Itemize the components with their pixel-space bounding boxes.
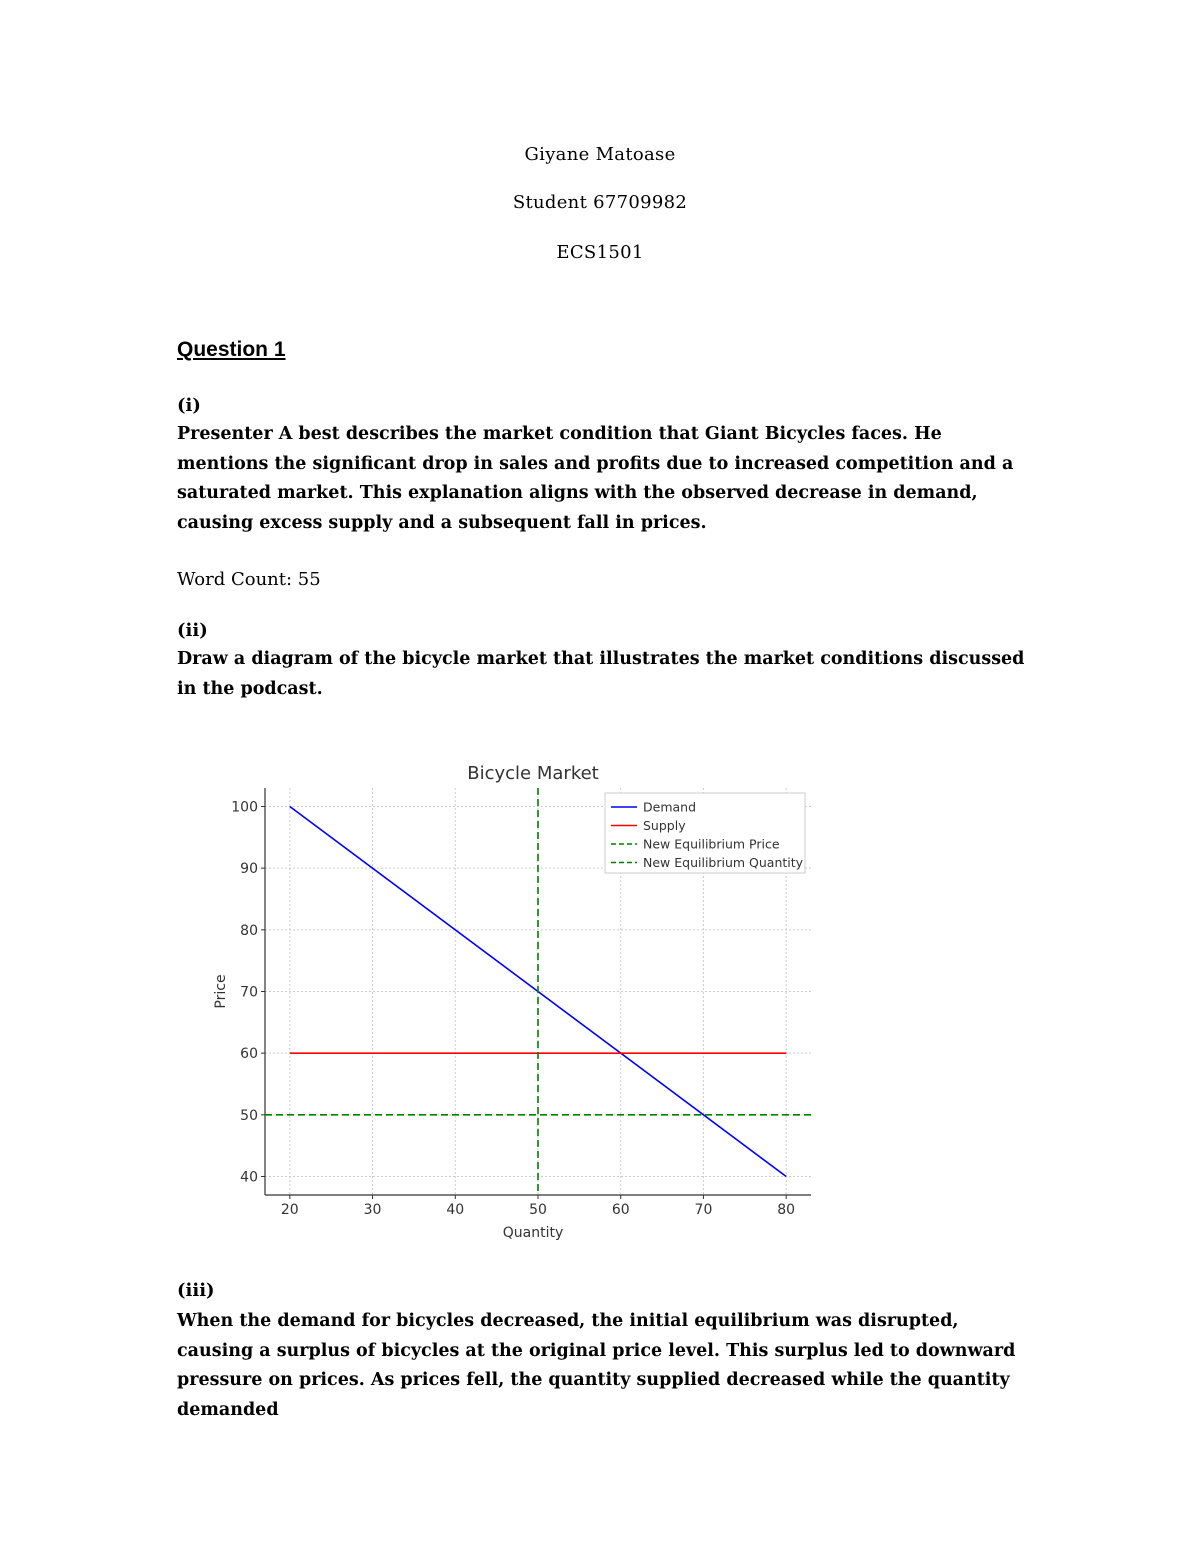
x-tick-label: 80 — [777, 1202, 796, 1218]
question-title: Question 1 — [177, 338, 286, 361]
x-tick-label: 30 — [363, 1202, 382, 1218]
legend-entry: Demand — [643, 799, 697, 815]
part-iii-text: When the demand for bicycles decreased, the initial equilibrium was disrupted, causing a surplus of bicycles at the original price level. This surplus led to downward pressure on prices. As prices fell, the quantity supplied decreased while the quantity demanded — [177, 1311, 1016, 1420]
part-ii-label: (ii) — [177, 620, 208, 641]
x-tick-label: 60 — [611, 1202, 630, 1218]
bicycle-market-chart — [205, 755, 825, 1245]
legend-entry: New Equilibrium Price — [643, 836, 780, 852]
y-tick-label: 60 — [240, 1046, 258, 1063]
y-tick-label: 100 — [231, 799, 258, 816]
x-tick-label: 50 — [529, 1202, 547, 1218]
y-tick-label: 90 — [240, 861, 258, 878]
y-tick-label: 40 — [240, 1169, 258, 1186]
y-tick-label: 70 — [240, 984, 258, 1001]
word-count: Word Count: 55 — [177, 569, 321, 590]
legend-entry: Supply — [643, 818, 686, 833]
x-tick-label: 70 — [694, 1202, 713, 1218]
part-i-text: Presenter A best describes the market condition that Giant Bicycles faces. He mentions the significant drop in sales and profits due to increased competition and a saturated market. This explanation aligns with the observed decrease in demand, causing excess supply and a subsequent fall in prices. — [177, 424, 1014, 533]
part-iii-label: (iii) — [177, 1280, 215, 1301]
student-number: Student 67709982 — [512, 192, 688, 213]
x-axis-label: Quantity — [502, 1225, 564, 1241]
part-ii-text: Draw a diagram of the bicycle market that illustrates the market conditions discussed in the podcast. — [177, 649, 1025, 699]
chart-title: Bicycle Market — [467, 763, 599, 784]
legend-entry: New Equilibrium Quantity — [643, 855, 804, 870]
course-code: ECS1501 — [556, 242, 644, 263]
author-name: Giyane Matoase — [524, 144, 676, 165]
x-tick-label: 40 — [446, 1202, 465, 1218]
y-axis-label: Price — [213, 974, 229, 1009]
y-tick-label: 80 — [240, 922, 258, 939]
part-i-label: (i) — [177, 395, 201, 416]
x-tick-label: 20 — [280, 1202, 299, 1218]
y-tick-label: 50 — [240, 1107, 258, 1124]
